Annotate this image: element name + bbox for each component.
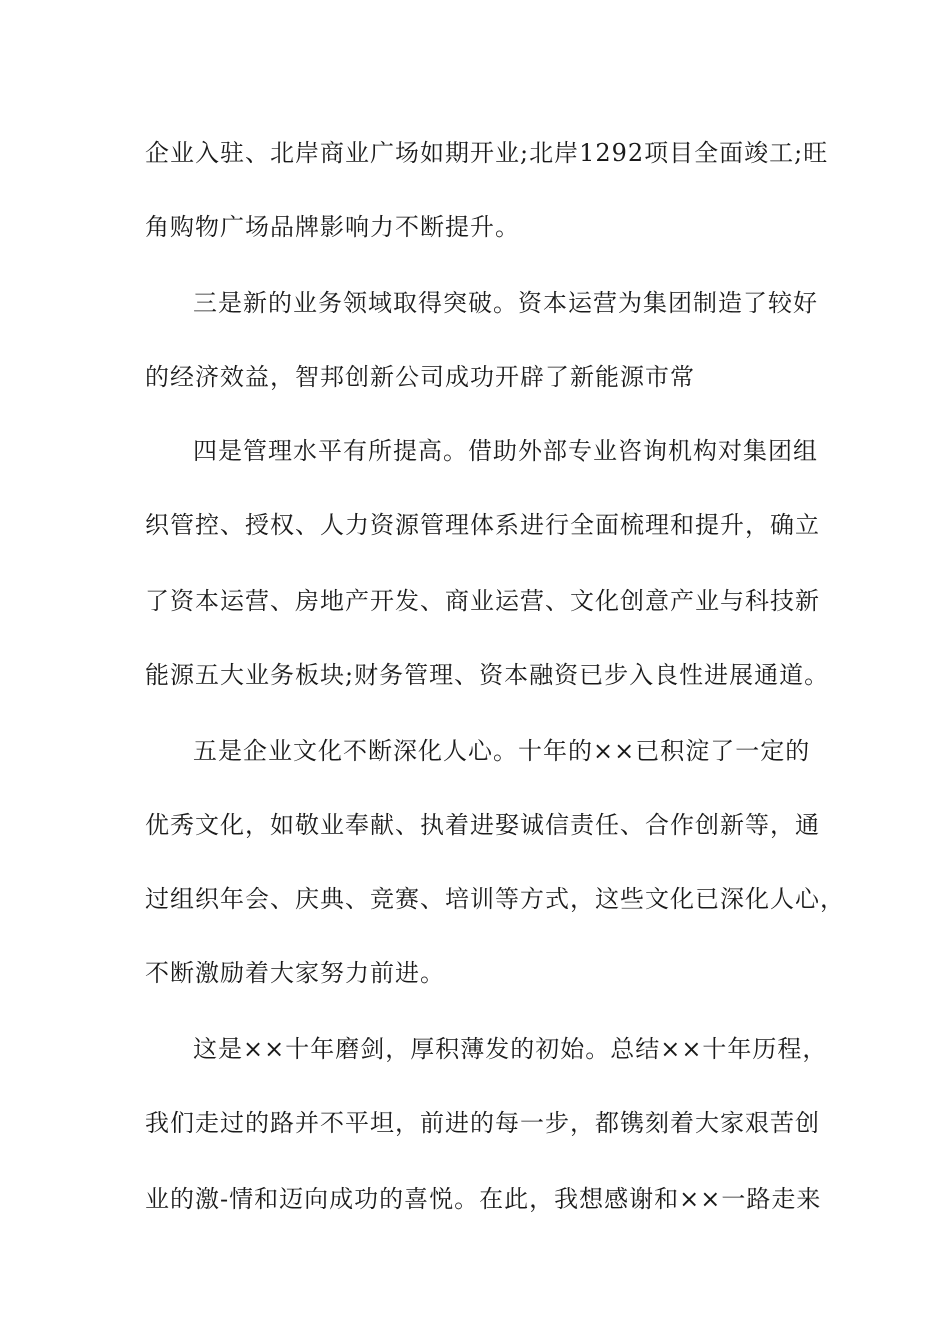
text-line: 织管控、授权、人力资源管理体系进行全面梳理和提升，确立 (145, 511, 820, 539)
text-line: 了资本运营、房地产开发、商业运营、文化创意产业与科技新 (145, 587, 820, 615)
text-line: 过组织年会、庆典、竞赛、培训等方式，这些文化已深化人心， (145, 885, 845, 913)
text-line: 企业入驻、北岸商业广场如期开业;北岸1292项目全面竣工;旺 (145, 139, 829, 167)
paragraph-start-line: 这是××十年磨剑，厚积薄发的初始。总结××十年历程， (193, 1035, 828, 1063)
text-line: 角购物广场品牌影响力不断提升。 (145, 213, 520, 241)
paragraph-start-line: 三是新的业务领域取得突破。资本运营为集团制造了较好 (193, 289, 818, 317)
text-line: 我们走过的路并不平坦，前进的每一步，都镌刻着大家艰苦创 (145, 1109, 820, 1137)
text-line: 不断激励着大家努力前进。 (145, 959, 445, 987)
text-line: 业的激-情和迈向成功的喜悦。在此，我想感谢和××一路走来 (145, 1185, 822, 1213)
text-line: 能源五大业务板块;财务管理、资本融资已步入良性进展通道。 (145, 661, 830, 689)
paragraph-start-line: 五是企业文化不断深化人心。十年的××已积淀了一定的 (193, 737, 811, 765)
text-line: 优秀文化，如敬业奉献、执着进娶诚信责任、合作创新等，通 (145, 811, 820, 839)
paragraph-start-line: 四是管理水平有所提高。借助外部专业咨询机构对集团组 (193, 437, 818, 465)
text-line: 的经济效益，智邦创新公司成功开辟了新能源市常 (145, 363, 695, 391)
